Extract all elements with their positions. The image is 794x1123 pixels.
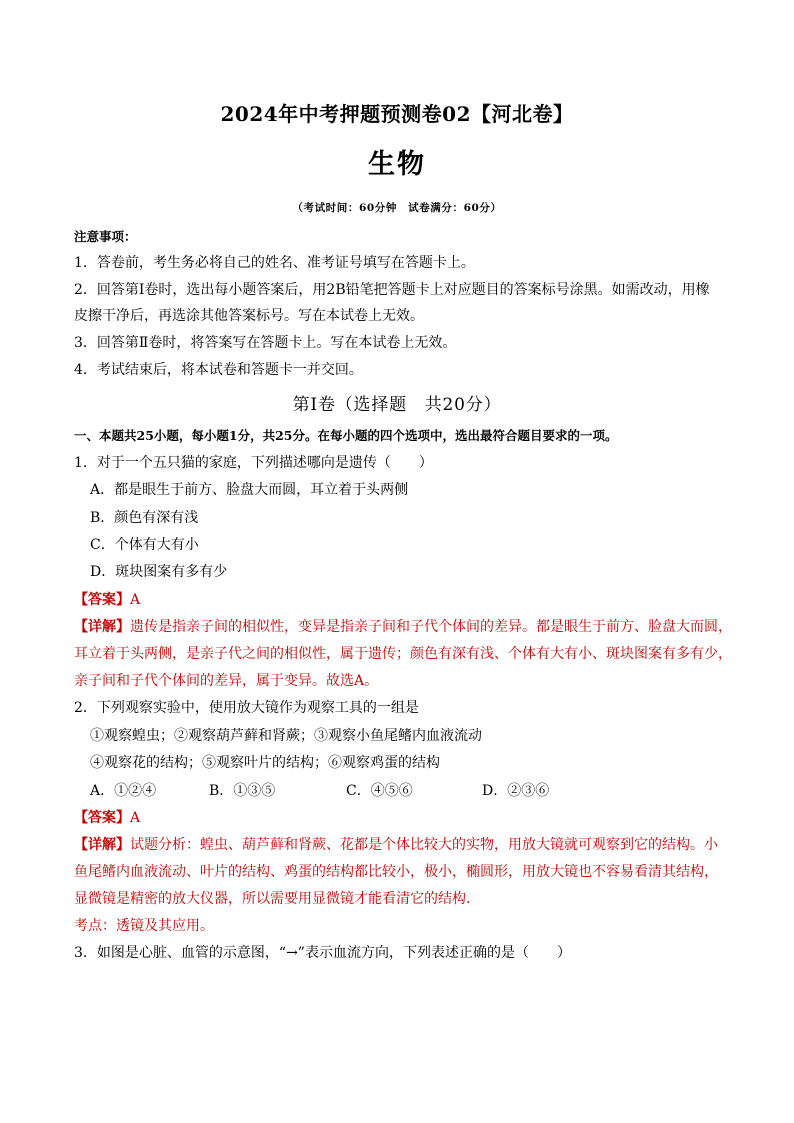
exam-title: 2024年中考押题预测卷02【河北卷】 (220, 102, 574, 126)
section-intro: 一、本题共25小题，每小题1分，共25分。在每小题的四个选项中，选出最符合题目要求的一项。 (74, 428, 618, 443)
notes-heading: 注意事项： (74, 229, 137, 244)
question-2-answer (74, 808, 140, 828)
detail-text: 试题分析：蝗虫、葫芦藓和肾蕨、花都是个体比较大的实物，用放大镜就可观察到它的结构。小 (130, 837, 718, 853)
section-title: 第Ⅰ卷（选择题 共20分） (292, 395, 502, 415)
question-1-detail-line: 耳立着于头两侧，是亲子代之间的相似性，属于遗传；颜色有深有浅、个体有大有小、斑块图案有多有少， (74, 646, 732, 662)
question-2-items-line: ①观察蝗虫；②观察葫芦藓和肾蕨；③观察小鱼尾鳍内血液流动 (90, 728, 482, 744)
note-item: 3．回答第Ⅱ卷时，将答案写在答题卡上。写在本试卷上无效。 (74, 335, 457, 351)
question-2-kaodian: 考点：透镜及其应用。 (74, 918, 214, 934)
question-1-stem: 1．对于一个五只猫的家庭，下列描述哪向是遗传（ ） (74, 455, 433, 471)
answer-value: A (130, 810, 141, 826)
question-2-options (90, 781, 549, 801)
question-3-stem: 3．如图是心脏、血管的示意图，“→”表示血流方向，下列表述正确的是（ ） (74, 945, 571, 961)
answer-label: 【答案】 (74, 810, 130, 826)
question-2-detail-line: 鱼尾鳍内血液流动、叶片的结构、鸡蛋的结构都比较小，极小，椭圆形，用放大镜也不容易看清其结构， (74, 864, 718, 880)
note-item: 2．回答第Ⅰ卷时，选出每小题答案后，用2B铅笔把答题卡上对应题目的答案标号涂黑。如需改动，用橡 (74, 282, 710, 298)
detail-text: 遗传是指亲子间的相似性，变异是指亲子间和子代个体间的差异。都是眼生于前方、脸盘大而圆， (130, 619, 732, 635)
answer-value: A (130, 592, 141, 608)
answer-label: 【答案】 (74, 592, 130, 608)
question-1-option-a: A．都是眼生于前方、脸盘大而圆，耳立着于头两侧 (90, 482, 409, 498)
question-1-answer (74, 590, 140, 610)
question-1-detail-line: 亲子间和子代个体间的差异，属于变异。故选A。 (74, 673, 379, 689)
question-1-option-d: D．斑块图案有多有少 (90, 564, 228, 580)
question-1-detail-line (74, 617, 732, 637)
question-1-option-c: C．个体有大有小 (90, 537, 199, 553)
question-1-option-b: B．颜色有深有浅 (90, 510, 199, 526)
question-2-option-a: A．①②④ (90, 783, 157, 799)
question-2-option-b: B．①③⑤ (209, 783, 276, 799)
question-2-option-c: C．④⑤⑥ (346, 783, 413, 799)
question-2-detail-line (74, 835, 718, 855)
exam-info: （考试时间：60分钟 试卷满分：60分） (292, 202, 502, 214)
question-2-detail-line: 显微镜是精密的放大仪器，所以需要用显微镜才能看清它的结构． (74, 891, 480, 907)
note-item: 1．答卷前，考生务必将自己的姓名、准考证号填写在答题卡上。 (74, 255, 475, 271)
question-2-stem: 2．下列观察实验中，使用放大镜作为观察工具的一组是 (74, 700, 419, 716)
note-item: 4．考试结束后，将本试卷和答题卡一并交回。 (74, 362, 363, 378)
question-2-option-d: D．②③⑥ (482, 783, 550, 799)
subject-title: 生物 (368, 149, 426, 180)
question-2-items-line: ④观察花的结构；⑤观察叶片的结构；⑥观察鸡蛋的结构 (90, 755, 440, 771)
note-item: 皮擦干净后，再选涂其他答案标号。写在本试卷上无效。 (74, 308, 424, 324)
detail-label: 【详解】 (74, 619, 130, 635)
detail-label: 【详解】 (74, 837, 130, 853)
